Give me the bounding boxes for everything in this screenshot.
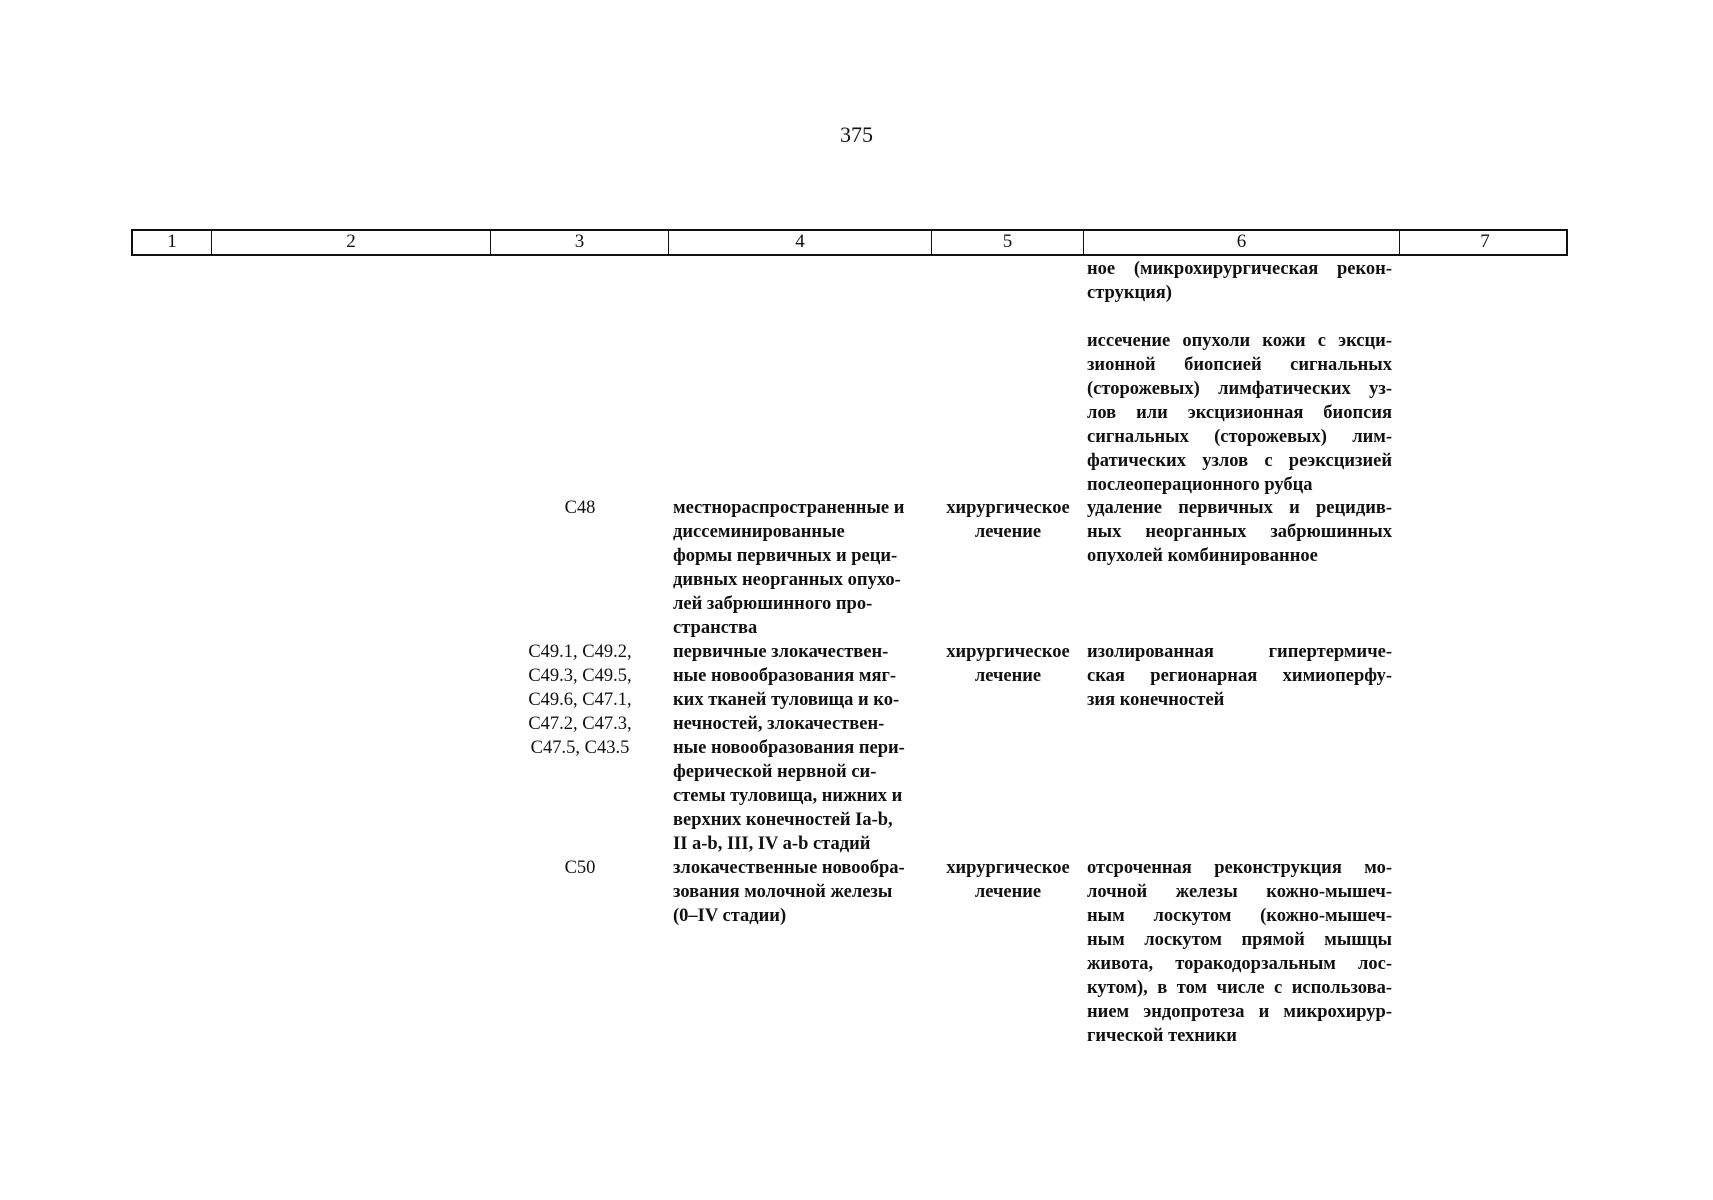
row-c48-diagnosis [673, 496, 935, 640]
text-line: хирургическое [946, 498, 1070, 518]
text-line: хирургическое [946, 858, 1070, 878]
text-line: ным лоскутом прямой мышцы [1087, 930, 1392, 950]
text-line: верхних конечностей Ia-b, [673, 810, 893, 830]
text-line: зования молочной железы [673, 882, 893, 902]
text-line: лечение [974, 522, 1042, 542]
text-line: лов или эксцизионная биопсия [1087, 403, 1392, 423]
table-header-row [131, 229, 1568, 256]
header-col-7: 7 [1399, 231, 1570, 254]
row-c49-diagnosis [673, 640, 935, 856]
code-line: C48 [564, 498, 596, 518]
text-line: (сторожевых) лимфатических уз- [1087, 379, 1392, 399]
text-line: гической техники [1087, 1026, 1237, 1046]
code-line: C49.6, C47.1, [528, 690, 632, 710]
row-c50-codes [505, 856, 655, 880]
method-continuation [1087, 257, 1392, 305]
text-line: лей забрюшинного про- [673, 594, 873, 614]
text-line: дивных неорганных опухо- [673, 570, 901, 590]
text-line: лечение [974, 882, 1042, 902]
text-line: ферической нервной си- [673, 762, 877, 782]
row-c48-treatment [936, 496, 1080, 544]
row-c48-codes [505, 496, 655, 520]
code-line: C49.1, C49.2, [528, 642, 632, 662]
text-line: фатических узлов с реэксцизией [1087, 451, 1392, 471]
code-line: C50 [564, 858, 596, 878]
text-line: послеоперационного рубца [1087, 475, 1313, 495]
text-line: злокачественные новообра- [673, 858, 905, 878]
text-line: ные новообразования мяг- [673, 666, 897, 686]
text-line: ких тканей туловища и ко- [673, 690, 900, 710]
text-line: ская регионарная химиоперфу- [1087, 666, 1392, 686]
text-line: (0–IV стадии) [673, 906, 787, 926]
row-c48-method [1087, 496, 1392, 568]
text-line: зия конечностей [1087, 690, 1225, 710]
method-excision [1087, 329, 1392, 497]
row-c49-method [1087, 640, 1392, 712]
row-c50-diagnosis [673, 856, 935, 928]
text-line: изолированная гипертермиче- [1087, 642, 1392, 662]
text-line: ное (микрохирургическая рекон- [1087, 259, 1392, 279]
code-line: C47.2, C47.3, [528, 714, 632, 734]
text-line: II a-b, III, IV a-b стадий [673, 834, 871, 854]
row-c50-treatment [936, 856, 1080, 904]
header-col-2: 2 [211, 231, 490, 254]
text-line: стемы туловища, нижних и [673, 786, 903, 806]
text-line: кутом), в том числе с использова- [1087, 978, 1392, 998]
text-line: ным лоскутом (кожно-мышеч- [1087, 906, 1392, 926]
code-line: C49.3, C49.5, [528, 666, 632, 686]
code-line: C47.5, C43.5 [530, 738, 630, 758]
text-line: иссечение опухоли кожи с эксци- [1087, 331, 1392, 351]
text-line: нечностей, злокачествен- [673, 714, 885, 734]
text-line: удаление первичных и рецидив- [1087, 498, 1392, 518]
row-c49-treatment [936, 640, 1080, 688]
text-line: странства [673, 618, 758, 638]
text-line: формы первичных и реци- [673, 546, 898, 566]
text-line: диссеминированные [673, 522, 845, 542]
text-line: отсроченная реконструкция мо- [1087, 858, 1392, 878]
text-line: опухолей комбинированное [1087, 546, 1318, 566]
header-col-5: 5 [931, 231, 1083, 254]
text-line: хирургическое [946, 642, 1070, 662]
text-line: первичные злокачествен- [673, 642, 889, 662]
header-col-3: 3 [490, 231, 668, 254]
text-line: местнораспространенные и [673, 498, 905, 518]
text-line: ных неорганных забрюшинных [1087, 522, 1392, 542]
header-col-6: 6 [1083, 231, 1399, 254]
header-col-4: 4 [668, 231, 931, 254]
page-number: 375 [840, 122, 873, 147]
text-line: зионной биопсией сигнальных [1087, 355, 1392, 375]
text-line: живота, торакодорзальным лос- [1087, 954, 1392, 974]
text-line: нием эндопротеза и микрохирур- [1087, 1002, 1392, 1022]
text-line: струкция) [1087, 283, 1172, 303]
header-col-1: 1 [167, 231, 177, 252]
text-line: сигнальных (сторожевых) лим- [1087, 427, 1392, 447]
text-line: лочной железы кожно-мышеч- [1087, 882, 1392, 902]
text-line: ные новообразования пери- [673, 738, 905, 758]
text-line: лечение [974, 666, 1042, 686]
row-c50-method [1087, 856, 1392, 1048]
row-c49-codes [505, 640, 655, 760]
